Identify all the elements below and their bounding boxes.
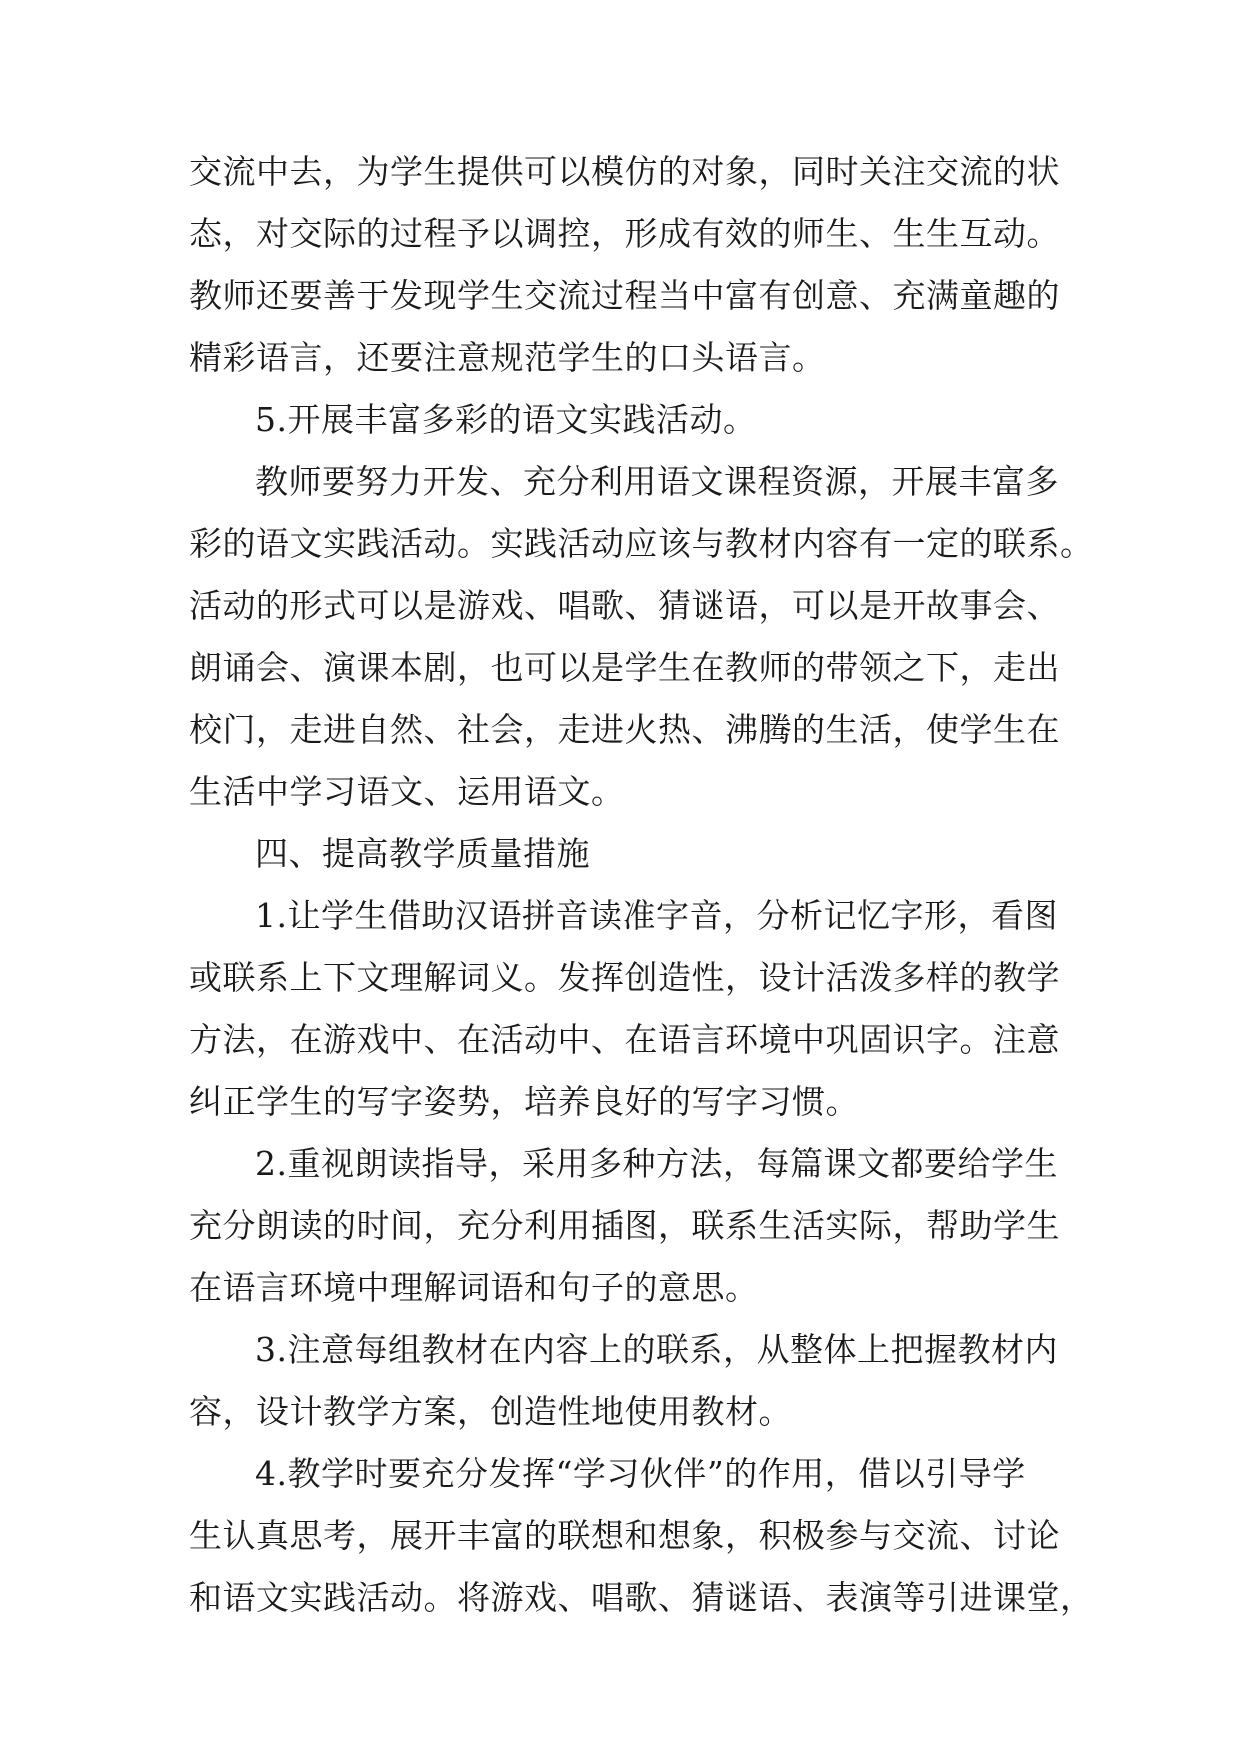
text-line: 教师要努力开发、充分利用语文课程资源，开展丰富多 <box>255 462 1059 501</box>
section-heading: 5.开展丰富多彩的语文实践活动。 <box>255 400 757 439</box>
text-line: 方法，在游戏中、在活动中、在语言环境中巩固识字。注意 <box>189 1020 1060 1059</box>
text-line: 态，对交际的过程予以调控，形成有效的师生、生生互动。 <box>189 214 1060 253</box>
text-line: 教师还要善于发现学生交流过程当中富有创意、充满童趣的 <box>189 276 1060 315</box>
section-heading: 四、提高教学质量措施 <box>255 834 590 873</box>
text-line: 校门，走进自然、社会，走进火热、沸腾的生活，使学生在 <box>189 710 1060 749</box>
text-line: 或联系上下文理解词义。发挥创造性，设计活泼多样的教学 <box>189 958 1060 997</box>
text-line: 在语言环境中理解词语和句子的意思。 <box>189 1268 759 1307</box>
text-line: 生活中学习语文、运用语文。 <box>189 772 625 811</box>
list-item: 1.让学生借助汉语拼音读准字音，分析记忆字形，看图 <box>255 896 1058 935</box>
text-line: 彩的语文实践活动。实践活动应该与教材内容有一定的联系。 <box>189 524 1094 563</box>
text-line: 交流中去，为学生提供可以模仿的对象，同时关注交流的状 <box>189 152 1060 191</box>
text-line: 容，设计教学方案，创造性地使用教材。 <box>189 1392 792 1431</box>
text-line: 充分朗读的时间，充分利用插图，联系生活实际，帮助学生 <box>189 1206 1060 1245</box>
text-line: 和语文实践活动。将游戏、唱歌、猜谜语、表演等引进课堂， <box>189 1578 1094 1617</box>
text-line: 生认真思考，展开丰富的联想和想象，积极参与交流、讨论 <box>189 1516 1060 1555</box>
text-line: 精彩语言，还要注意规范学生的口头语言。 <box>189 338 826 377</box>
text-line: 纠正学生的写字姿势，培养良好的写字习惯。 <box>189 1082 859 1121</box>
document-page <box>189 152 1094 1640</box>
text-line: 朗诵会、演课本剧，也可以是学生在教师的带领之下，走出 <box>189 648 1060 687</box>
list-item: 3.注意每组教材在内容上的联系，从整体上把握教材内 <box>255 1330 1058 1369</box>
text-line: 活动的形式可以是游戏、唱歌、猜谜语，可以是开故事会、 <box>189 586 1060 625</box>
list-item: 4.教学时要充分发挥“学习伙伴”的作用，借以引导学 <box>255 1454 1026 1493</box>
list-item: 2.重视朗读指导，采用多种方法，每篇课文都要给学生 <box>255 1144 1058 1183</box>
